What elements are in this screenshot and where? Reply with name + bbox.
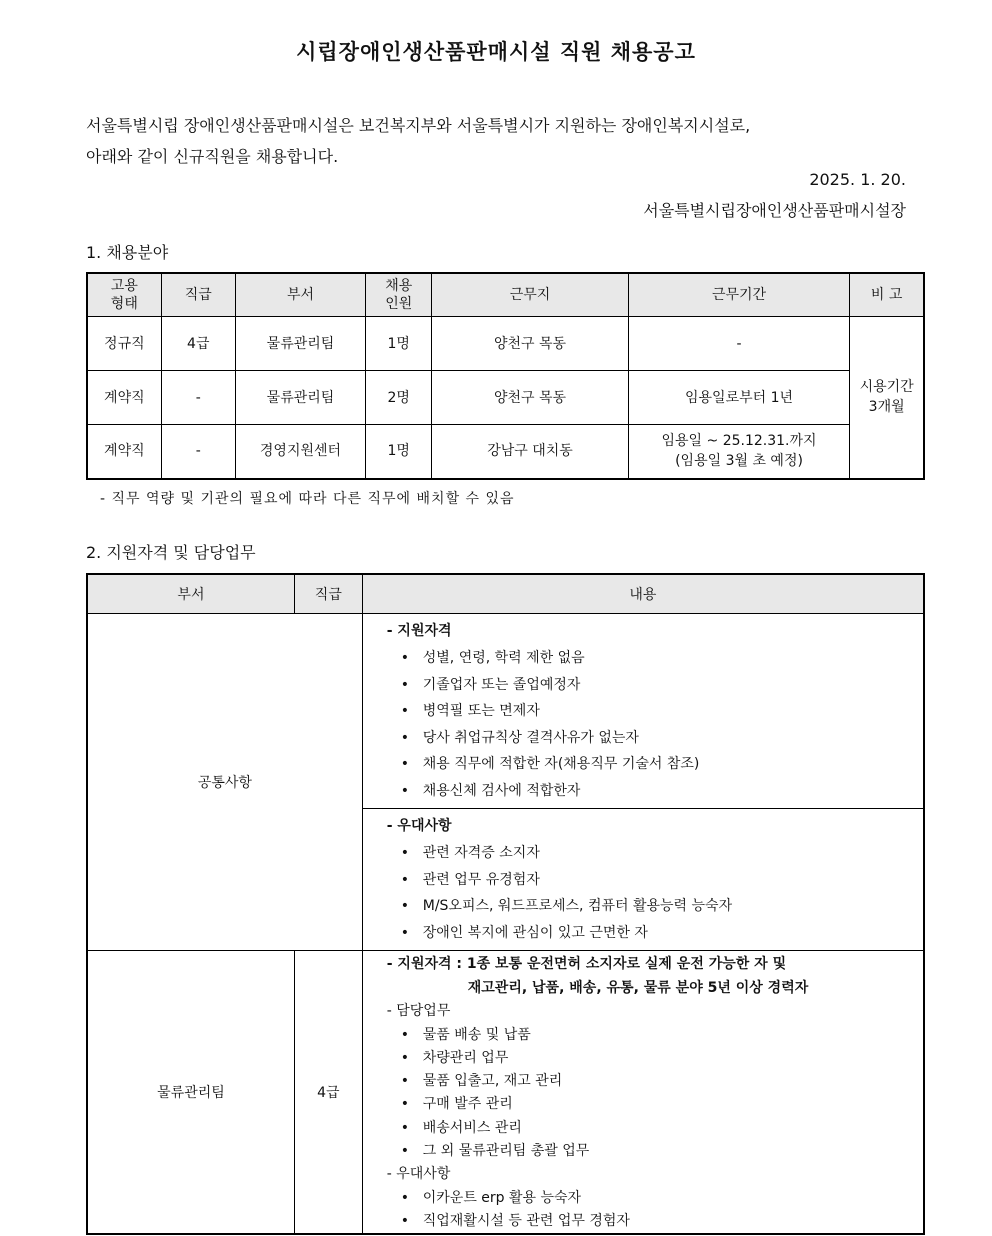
cell-common-label: 공통사항 <box>87 614 362 951</box>
announcement-date: 2025. 1. 20. <box>809 170 906 189</box>
list-item: • 채용신체 검사에 적합한자 <box>387 778 923 805</box>
cell-common-preferences <box>362 809 924 951</box>
table-row <box>87 425 924 479</box>
cell-logistics-dept: 물류관리팀 <box>87 951 294 1235</box>
list-item: • M/S오피스, 워드프로세스, 컴퓨터 활용능력 능숙자 <box>387 893 923 920</box>
cell-count: 1명 <box>366 317 432 371</box>
list-item: • 직업재활시설 등 관련 업무 경험자 <box>387 1210 923 1233</box>
qualification-table <box>86 573 925 1235</box>
section1-heading: 1. 채용분야 <box>86 243 169 262</box>
header-dept: 부서 <box>235 273 365 317</box>
duty-header: - 담당업무 <box>386 1003 451 1019</box>
table-row <box>87 317 924 371</box>
header-grade: 직급 <box>161 273 235 317</box>
qualification-header: - 지원자격 <box>386 623 452 639</box>
cell-location: 양천구 목동 <box>432 317 628 371</box>
list-item: • 차량관리 업무 <box>387 1047 923 1070</box>
cell-dept: 물류관리팀 <box>235 317 365 371</box>
cell-grade: - <box>161 371 235 425</box>
cell-count: 1명 <box>366 425 432 479</box>
list-item: • 당사 취업규칙상 결격사유가 없는자 <box>387 725 923 752</box>
list-item: • 병역필 또는 면제자 <box>387 698 923 725</box>
cell-dept: 물류관리팀 <box>235 371 365 425</box>
list-item: • 성별, 연령, 학력 제한 없음 <box>387 645 923 672</box>
header-remark: 비 고 <box>850 273 924 317</box>
preference-header: - 우대사항 <box>386 1166 451 1183</box>
cell-period: 임용일 ~ 25.12.31.까지 (임용일 3월 초 예정) <box>628 425 850 479</box>
cell-common-qualifications <box>362 614 924 809</box>
cell-remark: 시용기간 3개월 <box>850 317 924 479</box>
header-grade: 직급 <box>294 574 362 614</box>
table-row <box>87 371 924 425</box>
list-item: • 관련 업무 유경험자 <box>387 867 923 894</box>
cell-grade: 4급 <box>161 317 235 371</box>
header-location: 근무지 <box>432 273 628 317</box>
list-item: • 기졸업자 또는 졸업예정자 <box>387 672 923 699</box>
header-content: 내용 <box>362 574 924 614</box>
cell-logistics-content <box>362 951 924 1235</box>
organization-signature: 서울특별시립장애인생산품판매시설장 <box>643 201 906 220</box>
header-type: 고용 형태 <box>87 273 161 317</box>
intro-paragraph <box>86 110 916 172</box>
page-title: 시립장애인생산품판매시설 직원 채용공고 <box>296 40 696 64</box>
qualification-line: - 지원자격 : 1종 보통 운전면허 소지자로 실제 운전 가능한 자 및 <box>386 956 787 972</box>
qualification-line: 재고관리, 납품, 배송, 유통, 물류 분야 5년 이상 경력자 <box>467 979 809 996</box>
cell-dept: 경영지원센터 <box>235 425 365 479</box>
cell-type: 정규직 <box>87 317 161 371</box>
table-header-row <box>87 574 924 614</box>
list-item: • 배송서비스 관리 <box>387 1117 923 1140</box>
cell-type: 계약직 <box>87 371 161 425</box>
intro-line: 서울특별시립 장애인생산품판매시설은 보건복지부와 서울특별시가 지원하는 장애인복지시설로, <box>86 116 751 135</box>
preference-header: - 우대사항 <box>386 818 452 834</box>
header-dept: 부서 <box>87 574 294 614</box>
cell-period: 임용일로부터 1년 <box>628 371 850 425</box>
recruitment-table <box>86 272 925 480</box>
list-item: • 장애인 복지에 관심이 있고 근면한 자 <box>387 920 923 947</box>
cell-type: 계약직 <box>87 425 161 479</box>
cell-count: 2명 <box>366 371 432 425</box>
intro-line: 아래와 같이 신규직원을 채용합니다. <box>86 147 339 166</box>
section1-note: - 직무 역량 및 기관의 필요에 따라 다른 직무에 배치할 수 있음 <box>100 491 515 507</box>
list-item: • 그 외 물류관리팀 총괄 업무 <box>387 1140 923 1163</box>
table-row <box>87 951 924 1235</box>
cell-period: - <box>628 317 850 371</box>
list-item: • 구매 발주 관리 <box>387 1093 923 1116</box>
table-header-row <box>87 273 924 317</box>
cell-location: 양천구 목동 <box>432 371 628 425</box>
list-item: • 관련 자격증 소지자 <box>387 840 923 867</box>
cell-logistics-grade: 4급 <box>294 951 362 1235</box>
section2-heading: 2. 지원자격 및 담당업무 <box>86 543 256 562</box>
cell-location: 강남구 대치동 <box>432 425 628 479</box>
cell-grade: - <box>161 425 235 479</box>
table-row <box>87 614 924 809</box>
header-count: 채용 인원 <box>366 273 432 317</box>
list-item: • 물품 배송 및 납품 <box>387 1024 923 1047</box>
list-item: • 채용 직무에 적합한 자(채용직무 기술서 참조) <box>387 751 923 778</box>
header-period: 근무기간 <box>628 273 850 317</box>
list-item: • 이카운트 erp 활용 능숙자 <box>387 1187 923 1210</box>
list-item: • 물품 입출고, 재고 관리 <box>387 1070 923 1093</box>
